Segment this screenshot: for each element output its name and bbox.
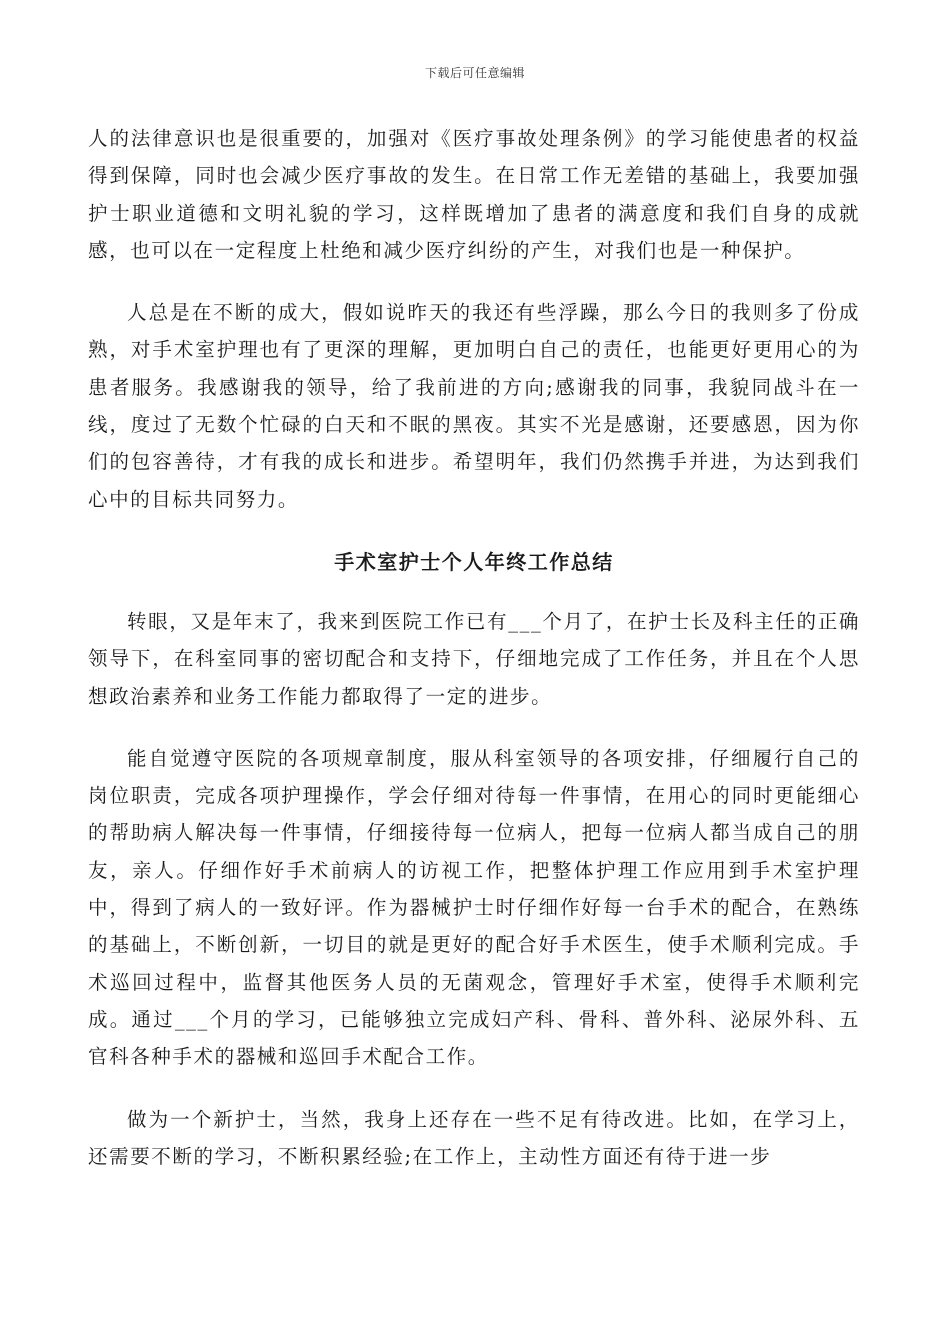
paragraph-4: 能自觉遵守医院的各项规章制度，服从科室领导的各项安排，仔细履行自己的岗位职责，完成各项护理操作，学会仔细对待每一件事情，在用心的同时更能细心的帮助病人解决每一件事情，仔细接待每一位病人，把每一位病人都当成自己的朋友，亲人。仔细作好手术前病人的访视工作，把整体护理工作应用到手术室护理中，得到了病人的一致好评。作为器械护士时仔细作好每一台手术的配合，在熟练的基础上，不断创新，一切目的就是更好的配合好手术医生，使手术顺利完成。手术巡回过程中，监督其他医务人员的无菌观念，管理好手术室，使得手术顺利完成。通过___个月的学习，已能够独立完成妇产科、骨科、普外科、泌尿外科、五官科各种手术的器械和巡回手术配合工作。: [88, 746, 860, 1069]
paragraph-1: 人的法律意识也是很重要的，加强对《医疗事故处理条例》的学习能使患者的权益得到保障，同时也会减少医疗事故的发生。在日常工作无差错的基础上，我要加强护士职业道德和文明礼貌的学习，这样既增加了患者的满意度和我们自身的成就感，也可以在一定程度上杜绝和减少医疗纠纷的产生，对我们也是一种保护。: [88, 127, 860, 262]
header-note: 下载后可任意编辑: [424, 66, 525, 80]
paragraph-2: 人总是在不断的成大，假如说昨天的我还有些浮躁，那么今日的我则多了份成熟，对手术室护理也有了更深的理解，更加明白自己的责任，也能更好更用心的为患者服务。我感谢我的领导，给了我前进的方向;感谢我的同事，我貌同战斗在一线，度过了无数个忙碌的白天和不眠的黑夜。其实不光是感谢，还要感恩，因为你们的包容善待，才有我的成长和进步。希望明年，我们仍然携手并进，为达到我们心中的目标共同努力。: [88, 301, 860, 511]
paragraph-3: 转眼，又是年末了，我来到医院工作已有___个月了，在护士长及科主任的正确领导下，在科室同事的密切配合和支持下，仔细地完成了工作任务，并且在个人思想政治素养和业务工作能力都取得了一定的进步。: [88, 609, 860, 708]
paragraph-5: 做为一个新护士，当然，我身上还存在一些不足有待改进。比如，在学习上，还需要不断的学习，不断积累经验;在工作上，主动性方面还有待于进一步: [88, 1107, 860, 1168]
document-body: [88, 120, 860, 1200]
section-title: 手术室护士个人年终工作总结: [334, 549, 614, 574]
